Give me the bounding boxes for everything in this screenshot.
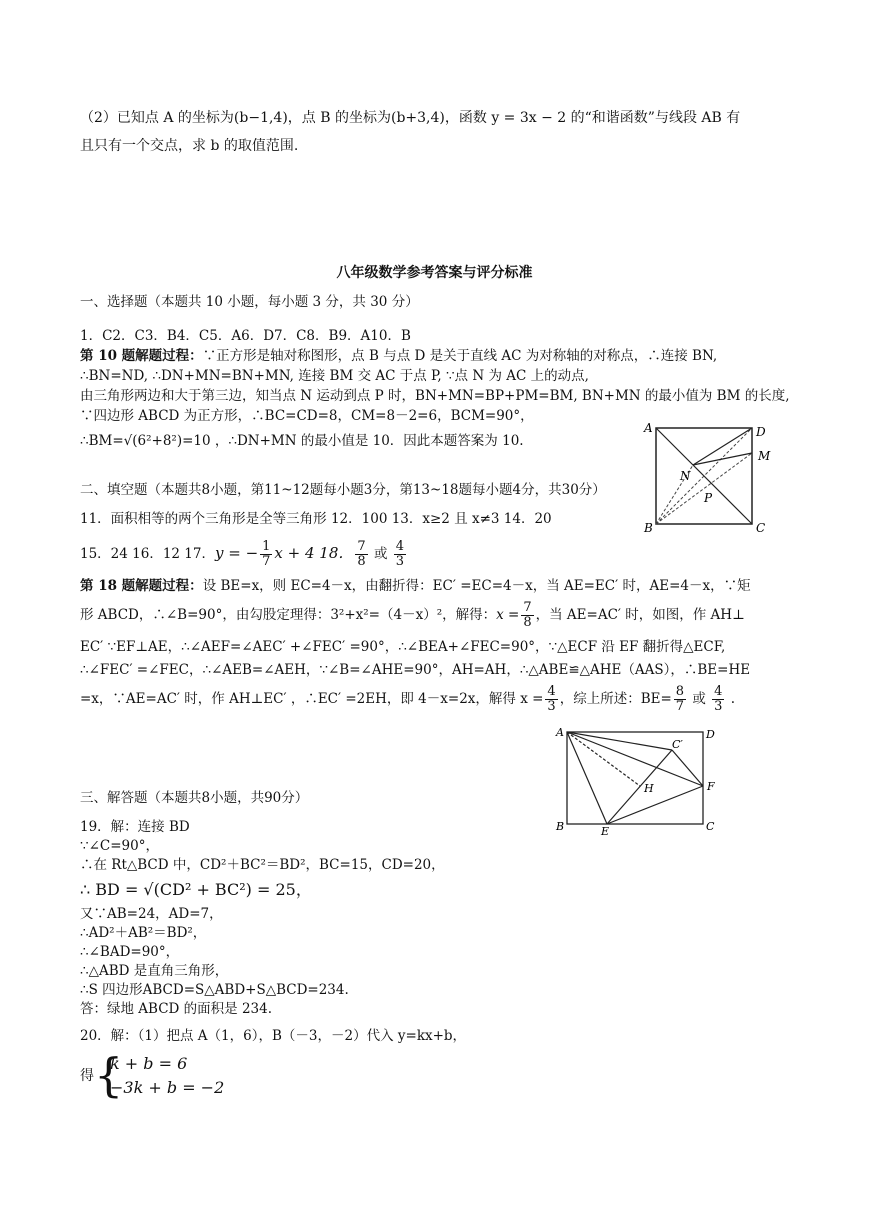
q17-equation-end: x + 4 18． [274,544,354,562]
q18-text-2b: ，当 AE=AC′ 时，如图，作 AH⊥ [535,607,745,623]
label-a: A [556,726,564,739]
q18-line-3: EC′ ∵EF⊥AE，∴∠AEF=∠AEC′ +∠FEC′ =90°，∴∠BEA+∠FEC=90°，∵△ECF 沿 EF 翻折得△ECF, [80,639,726,655]
label-a: A [644,421,653,435]
segment-ac-prime [567,732,672,750]
q19-line-6: ∴AD²＋AB²＝BD²， [80,925,207,941]
q20-line-1: 20．解：（1）把点 A（1，6），B（－3，－2）代入 y=kx+b， [80,1028,467,1044]
q19-line-9: ∴S 四边形ABCD=S△ABD+S△BCD=234. [80,982,349,998]
q18-fraction-1: $\frac{7}{8}$ [357,539,366,569]
q10-line-3: 由三角形两边和大于第三边，知当点 N 运动到点 P 时，BN+MN=BP+PM=BM, BN+MN 的最小值为 BM 的长度, [80,388,790,404]
system-brace: { [94,1048,124,1102]
segment-ef [607,786,703,824]
q19-line-8: ∴△ABD 是直角三角形， [80,963,229,979]
q18-fraction-x2: $\frac{4}{3}$ [547,684,556,714]
question-2-line-2: 且只有一个交点，求 b 的取值范围. [80,138,299,154]
q18-x-eq: x = [496,607,520,623]
equation-system [80,1048,280,1102]
q19-line-10: 答：绿地 ABCD 的面积是 234. [80,1001,273,1017]
fill-answers-2-start: 15．24 16．12 17． [80,546,215,562]
choice-answers: 1．C2．C3．B4．C5．A6．D7．C8．B9．A10．B [80,328,411,344]
q17-equation-start: y = − [214,544,259,562]
segment-c-prime-f [672,750,703,786]
label-b: B [644,521,653,535]
fill-answers-2 [80,538,408,569]
q18-text-1: 设 BE=x，则 EC=4－x，由翻折得：EC′ =EC=4－x，当 AE=EC′ 时，AE=4－x，∵矩 [202,578,751,594]
question-2-line-1: （2）已知点 A 的坐标为(b−1,4)，点 B 的坐标为(b+3,4)，函数 y = 3x − 2 的“和谐函数”与线段 AB 有 [80,110,741,126]
label-c-prime: C′ [672,738,683,751]
label-m: M [758,449,771,463]
q18-end: . [726,691,736,707]
q18-text-5a: =x，∵AE=AC′ 时，作 AH⊥EC′ ，∴EC′ =2EH，即 4－x=2x，解得 x = [80,691,544,707]
q18-or: 或 [369,546,392,562]
label-h: H [644,782,654,795]
q19-line-5: 又∵AB=24，AD=7， [80,906,223,922]
q20-de: 得 [80,1068,94,1084]
label-d: D [756,425,766,439]
q18-text-5b: ，综上所述：BE= [559,691,672,707]
segment-bm [656,453,752,524]
equation-2: −3k + b = −2 [110,1078,225,1097]
label-f: F [707,780,715,793]
q19-line-4: ∴ BD = √(CD² + BC²) = 25， [80,880,312,899]
q10-text-1: ∵正方形是轴对称图形，点 B 与点 D 是关于直线 AC 为对称轴的对称点，∴连接 BN, [202,348,718,364]
q18-fraction-2: $\frac{4}{3}$ [395,539,405,569]
label-n: N [680,469,691,483]
section-1-heading: 一、选择题（本题共 10 小题，每小题 3 分，共 30 分） [80,294,419,310]
q10-line-1 [80,346,717,366]
q18-label: 第 18 题解题过程： [80,578,203,594]
label-p: P [704,491,713,505]
q10-line-4: ∵四边形 ABCD 为正方形，∴BC=CD=8，CM=8－2=6，BCM=90°， [80,408,534,424]
label-b: B [556,820,565,833]
q10-line-2: ∴BN=ND, ∴DN+MN=BN+MN, 连接 BM 交 AC 于点 P, ∵点 N 为 AC 上的动点, [80,368,589,384]
q17-fraction: $\frac{1}{7}$ [262,539,271,569]
q18-or-2: 或 [688,691,711,707]
q18-fraction-x1: $\frac{7}{8}$ [523,600,532,630]
q18-fraction-be1: $\frac{8}{7}$ [675,684,685,714]
square-diagram [640,418,780,536]
q18-fraction-be2: $\frac{4}{3}$ [714,684,723,714]
equation-1: k + b = 6 [110,1054,188,1073]
label-e: E [601,825,610,836]
label-d: D [706,728,715,741]
segment-ah [567,732,640,786]
label-c: C [706,820,715,833]
rectangle-fold-diagram [552,722,722,836]
q18-line-1 [80,576,751,596]
fill-answers-1: 11．面积相等的两个三角形是全等三角形 12．100 13．x≥2 且 x≠3 14．20 [80,511,552,527]
q18-line-5 [80,684,735,714]
q10-label: 第 10 题解题过程： [80,348,203,364]
q18-text-2a: 形 ABCD，∴∠B=90°，由勾股定理得：3²+x²=（4－x）²，解得： [80,607,497,623]
q19-line-2: ∵∠C=90°， [80,838,159,854]
q18-line-2 [80,600,745,630]
q19-line-3: ∴在 Rt△BCD 中，CD²＋BC²＝BD²，BC=15，CD=20， [80,857,445,873]
section-2-heading: 二、填空题（本题共8小题，第11~12题每小题3分，第13~18题每小题4分，共30分） [80,482,606,498]
answer-title: 八年级数学参考答案与评分标准 [336,265,533,281]
label-c: C [756,521,766,535]
q19-line-7: ∴∠BAD=90°， [80,944,180,960]
q18-line-4: ∴∠FEC′ =∠FEC，∴∠AEB=∠AEH，∵∠B=∠AHE=90°，AH=AH，∴△ABE≌△AHE（AAS），∴BE=HE [80,662,751,678]
section-3-heading: 三、解答题（本题共8小题，共90分） [80,790,309,806]
q10-line-5: ∴BM=√(6²+8²)=10 ，∴DN+MN 的最小值是 10．因此本题答案为 10. [80,433,524,449]
q19-line-1: 19．解：连接 BD [80,819,190,835]
